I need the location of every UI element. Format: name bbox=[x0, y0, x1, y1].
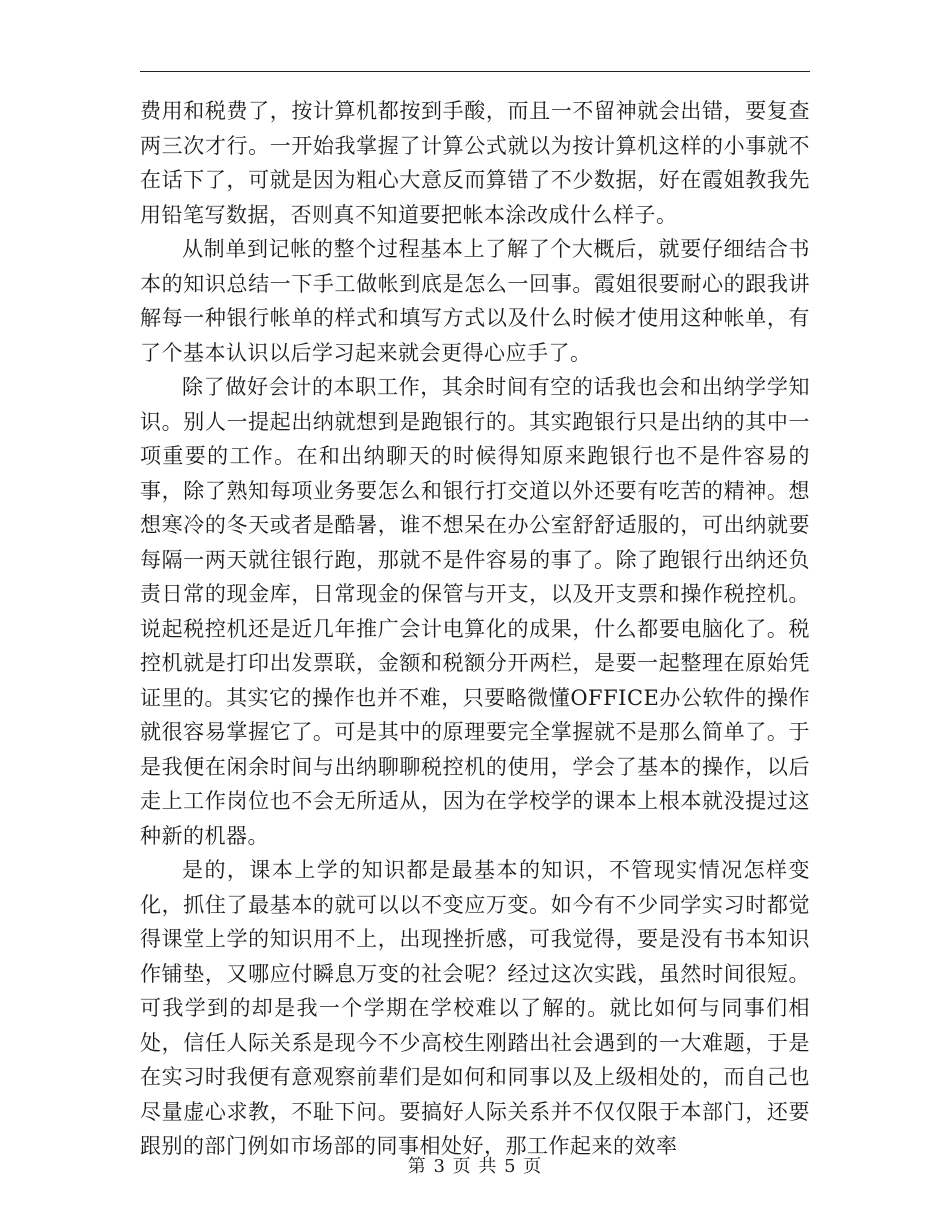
document-body bbox=[140, 94, 810, 1164]
paragraph-2: 从制单到记帐的整个过程基本上了解了个大概后，就要仔细结合书本的知识总结一下手工做帐到底是怎么一回事。霞姐很要耐心的跟我讲解每一种银行帐单的样式和填写方式以及什么时候才使用这种帐单，有了个基本认识以后学习起来就会更得心应手了。 bbox=[140, 237, 810, 365]
paragraph-3: 除了做好会计的本职工作，其余时间有空的话我也会和出纳学学知识。别人一提起出纳就想到是跑银行的。其实跑银行只是出纳的其中一项重要的工作。在和出纳聊天的时候得知原来跑银行也不是件容易的事，除了熟知每项业务要怎么和银行打交道以外还要有吃苦的精神。想想寒冷的冬天或者是酷暑，谁不想呆在办公室舒舒适服的，可出纳就要每隔一两天就往银行跑，那就不是件容易的事了。除了跑银行出纳还负责日常的现金库，日常现金的保管与开支，以及开支票和操作税控机。说起税控机还是近几年推广会计电算化的成果，什么都要电脑化了。税控机就是打印出发票联，金额和税额分开两栏，是要一起整理在原始凭证里的。其实它的操作也并不难，只要略微懂OFFICE办公软件的操作就很容易掌握它了。可是其中的原理要完全掌握就不是那么简单了。于是我便在闲余时间与出纳聊聊税控机的使用，学会了基本的操作，以后走上工作岗位也不会无所适从，因为在学校学的课本上根本就没提过这种新的机器。 bbox=[140, 375, 810, 848]
paragraph-4: 是的，课本上学的知识都是最基本的知识，不管现实情况怎样变化，抓住了最基本的就可以以不变应万变。如今有不少同学实习时都觉得课堂上学的知识用不上，出现挫折感，可我觉得，要是没有书本知识作铺垫，又哪应付瞬息万变的社会呢？经过这次实践，虽然时间很短。可我学到的却是我一个学期在学校难以了解的。就比如何与同事们相处，信任人际关系是现今不少高校生刚踏出社会遇到的一大难题，于是在实习时我便有意观察前辈们是如何和同事以及上级相处的，而自己也尽量虚心求教，不耻下问。要搞好人际关系并不仅仅限于本部门，还要跟别的部门例如市场部的同事相处好，那工作起来的效率 bbox=[140, 858, 810, 1158]
paragraph-1: 费用和税费了，按计算机都按到手酸，而且一不留神就会出错，要复查两三次才行。一开始我掌握了计算公式就以为按计算机这样的小事就不在话下了，可就是因为粗心大意反而算错了不少数据，好在霞姐教我先用铅笔写数据，否则真不知道要把帐本涂改成什么样子。 bbox=[140, 99, 810, 227]
header-divider bbox=[140, 71, 810, 72]
page-number: 第 3 页 共 5 页 bbox=[407, 1156, 543, 1177]
